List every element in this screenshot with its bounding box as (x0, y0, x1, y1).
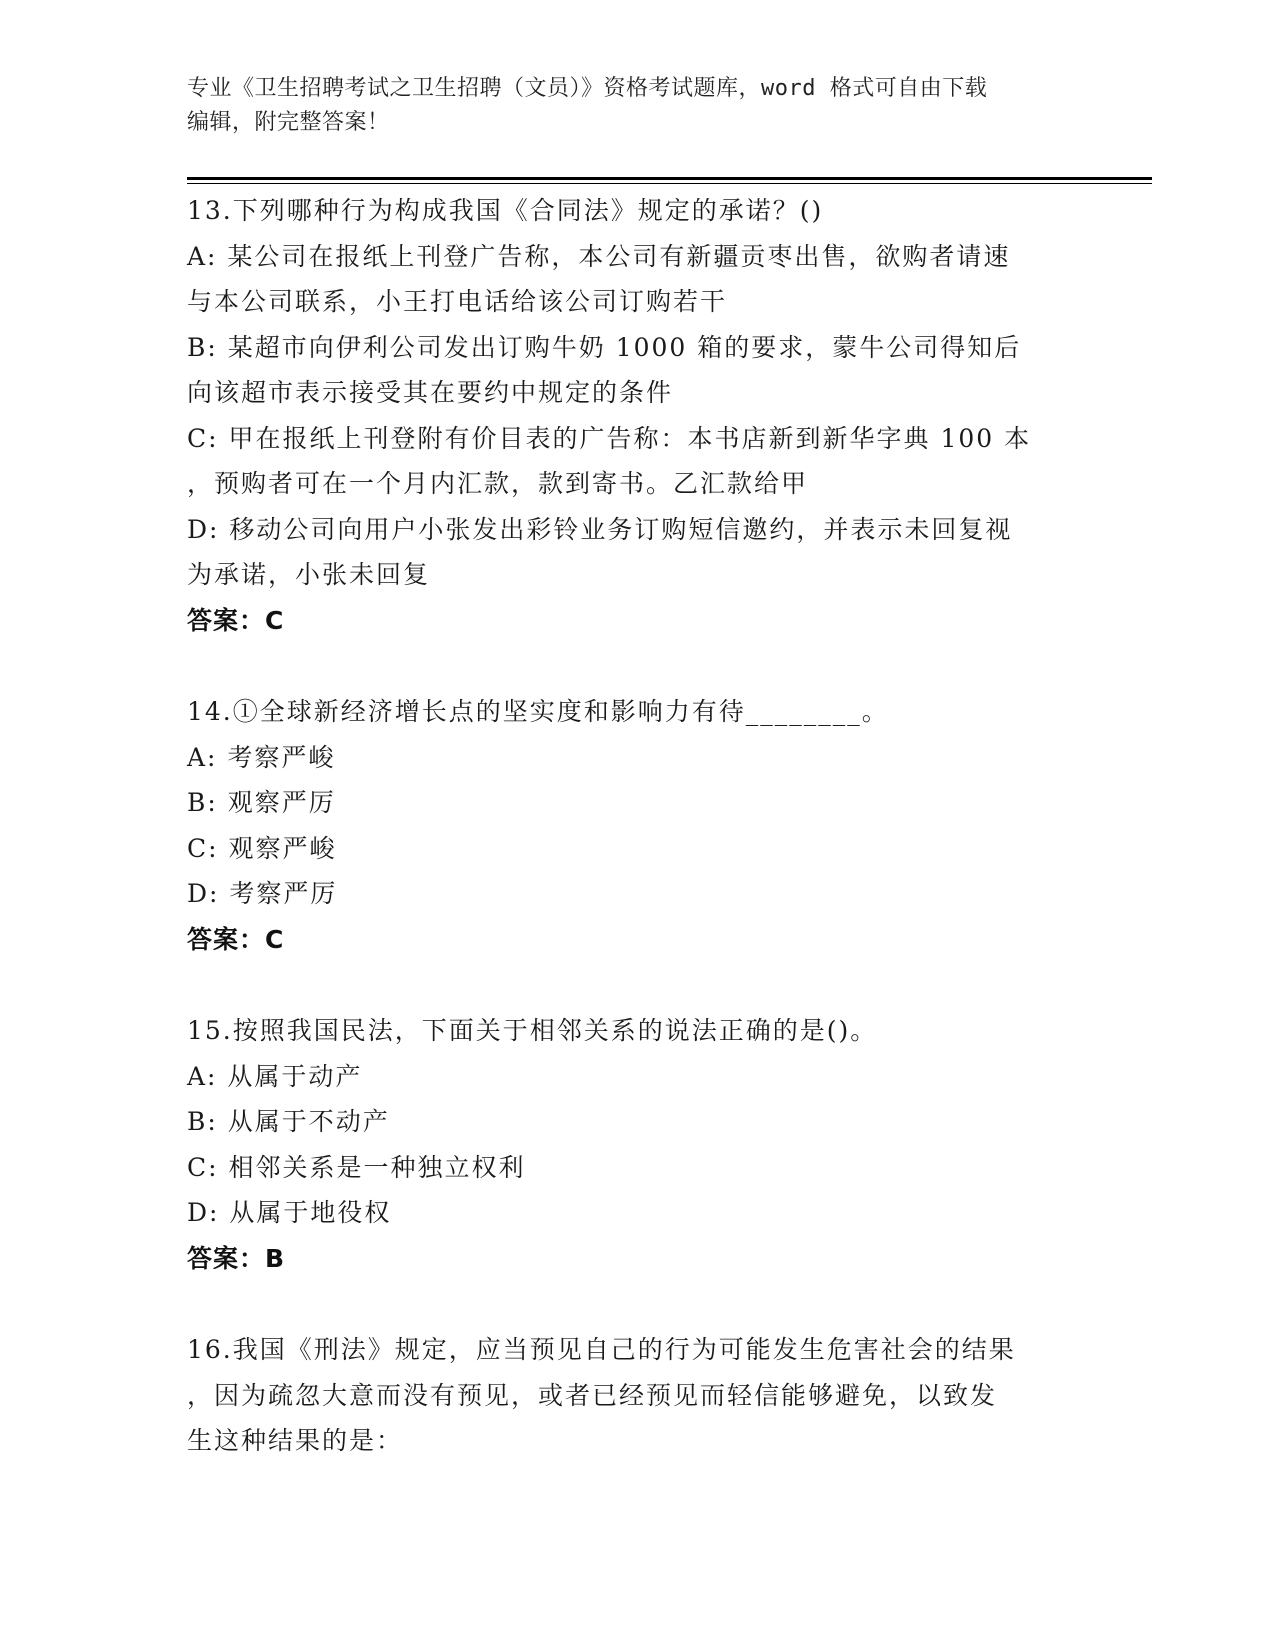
option-text: C: 观察严峻 (187, 833, 337, 863)
option-text: ，预购者可在一个月内汇款，款到寄书。乙汇款给甲 (187, 469, 809, 498)
answer-option (187, 1190, 1087, 1236)
option-text: D: 考察严厉 (187, 879, 338, 908)
option-text: B: 观察严厉 (187, 788, 336, 817)
question-4 (187, 1327, 1087, 1464)
answer-option (187, 871, 1087, 917)
option-text: B: 某超市向伊利公司发出订购牛奶 1000 箱的要求，蒙牛公司得知后 (187, 332, 1022, 362)
option-text: B: 从属于不动产 (187, 1107, 390, 1136)
answer-key: 答案：C (187, 605, 285, 635)
option-text: C: 相邻关系是一种独立权利 (187, 1152, 526, 1182)
answer-option (187, 1054, 1087, 1100)
answer-option (187, 735, 1087, 781)
answer-key: 答案：B (187, 1243, 286, 1273)
answer-option (187, 1099, 1087, 1145)
answer-option (187, 325, 1087, 416)
header-line-1: 专业《卫生招聘考试之卫生招聘（文员）》资格考试题库，word 格式可自由下载 (187, 76, 988, 101)
question-3 (187, 1008, 1087, 1281)
option-text: 向该超市表示接受其在要约中规定的条件 (187, 378, 674, 407)
answer-key: 答案：C (187, 924, 285, 954)
answer-option (187, 416, 1087, 507)
question-text: ，因为疏忽大意而没有预见，或者已经预见而轻信能够避免，以致发 (187, 1380, 998, 1410)
question-text: 13.下列哪种行为构成我国《合同法》规定的承诺？() (187, 196, 824, 225)
question-2 (187, 689, 1087, 962)
question-1 (187, 188, 1087, 643)
option-text: 与本公司联系，小王打电话给该公司订购若干 (187, 287, 728, 316)
answer-option (187, 507, 1087, 598)
option-text: A: 考察严峻 (187, 742, 336, 772)
answer-option (187, 780, 1087, 826)
answer-option (187, 1145, 1087, 1191)
option-text: A: 某公司在报纸上刊登广告称，本公司有新疆贡枣出售，欲购者请速 (187, 241, 1011, 271)
option-text: C: 甲在报纸上刊登附有价目表的广告称：本书店新到新华字典 100 本 (187, 423, 1032, 453)
option-text: A: 从属于动产 (187, 1061, 363, 1091)
question-spacer (187, 962, 1087, 1008)
question-text: 15.按照我国民法，下面关于相邻关系的说法正确的是()。 (187, 1016, 878, 1045)
header-divider-thin (187, 183, 1152, 184)
question-list (187, 188, 1087, 1464)
page-header (187, 72, 1087, 140)
question-spacer (187, 643, 1087, 689)
header-divider-thick (187, 177, 1152, 180)
header-line-2: 编辑，附完整答案！ (187, 110, 390, 135)
question-text: 16.我国《刑法》规定，应当预见自己的行为可能发生危害社会的结果 (187, 1335, 1016, 1364)
option-text: D: 移动公司向用户小张发出彩铃业务订购短信邀约，并表示未回复视 (187, 514, 1013, 544)
answer-option (187, 826, 1087, 872)
question-text: 生这种结果的是： (187, 1426, 404, 1455)
question-text: 14.①全球新经济增长点的坚实度和影响力有待________。 (187, 697, 889, 726)
answer-option (187, 234, 1087, 325)
option-text: D: 从属于地役权 (187, 1198, 392, 1227)
option-text: 为承诺，小张未回复 (187, 560, 431, 589)
question-spacer (187, 1281, 1087, 1327)
